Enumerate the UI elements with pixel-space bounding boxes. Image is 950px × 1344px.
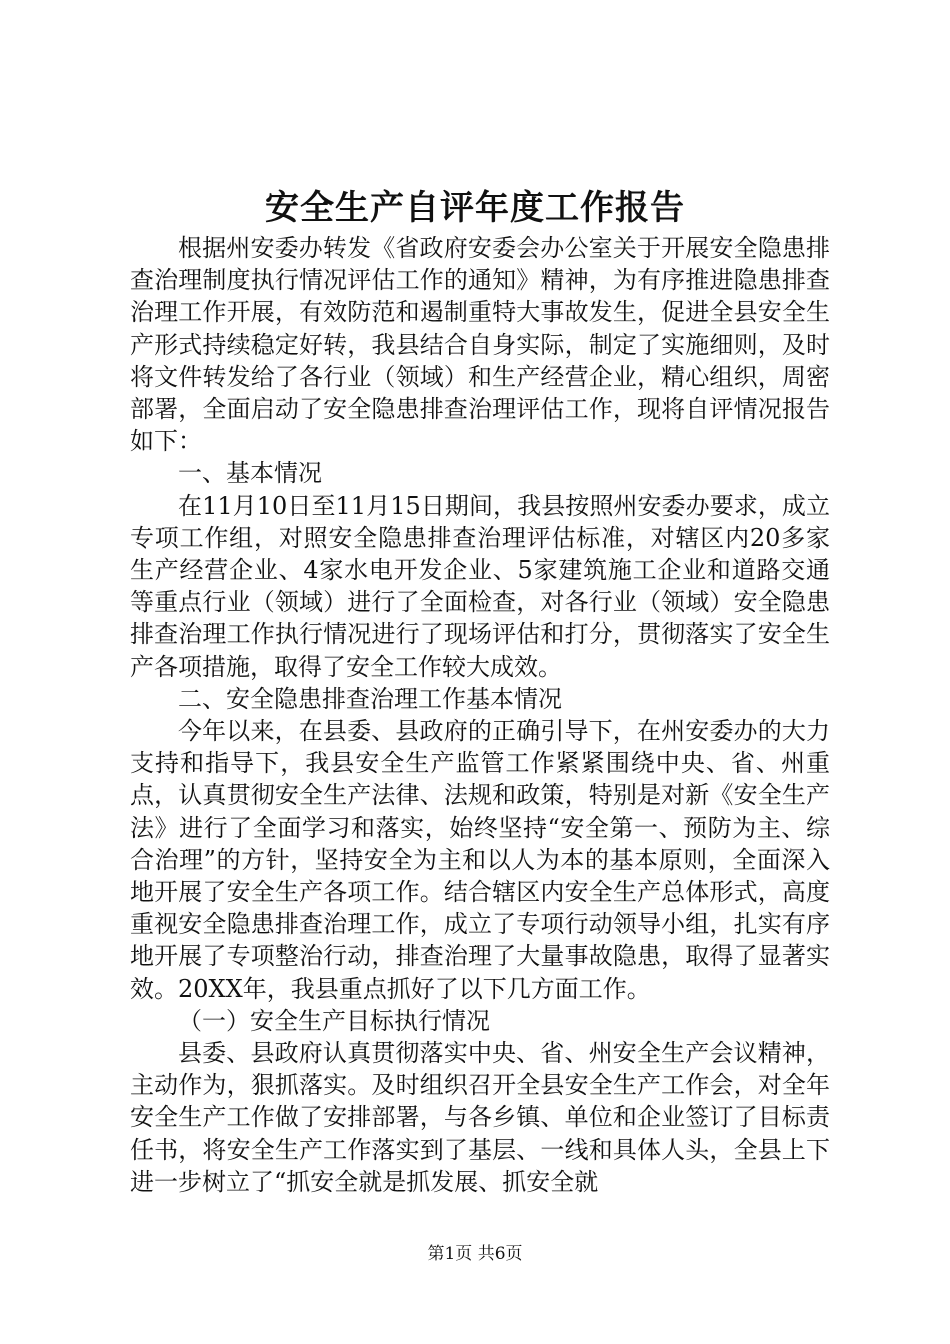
paragraph-target-execution: 县委、县政府认真贯彻落实中央、省、州安全生产会议精神，主动作为，狠抓落实。及时组织召开全县安全生产工作会，对全年安全生产工作做了安排部署，与各乡镇、单位和企业签订了目标责任书，将安全生产工作落实到了基层、一线和具体人头，全县上下进一步树立了“抓安全就是抓发展、抓安全就 <box>130 1039 830 1196</box>
document-body <box>130 232 830 1198</box>
paragraph-basic-situation: 在11月10日至11月15日期间，我县按照州安委办要求，成立专项工作组，对照安全隐患排查治理评估标准，对辖区内20多家生产经营企业、4家水电开发企业、5家建筑施工企业和道路交通等重点行业（领域）进行了全面检查，对各行业（领域）安全隐患排查治理工作执行情况进行了现场评估和打分，贯彻落实了安全生产各项措施，取得了安全工作较大成效。 <box>130 491 830 681</box>
paragraph-hazard-inspection: 今年以来，在县委、县政府的正确引导下，在州安委办的大力支持和指导下，我县安全生产监管工作紧紧围绕中央、省、州重点，认真贯彻安全生产法律、法规和政策，特别是对新《安全生产法》进行了全面学习和落实，始终坚持“安全第一、预防为主、综合治理”的方针，坚持安全为主和以人为本的基本原则，全面深入地开展了安全生产各项工作。结合辖区内安全生产总体形式，高度重视安全隐患排查治理工作，成立了专项行动领导小组，扎实有序地开展了专项整治行动，排查治理了大量事故隐患，取得了显著实效。20XX年，我县重点抓好了以下几方面工作。 <box>130 717 830 1003</box>
paragraph-intro: 根据州安委办转发《省政府安委会办公室关于开展安全隐患排查治理制度执行情况评估工作的通知》精神，为有序推进隐患排查治理工作开展，有效防范和遏制重特大事故发生，促进全县安全生产形式持续稳定好转，我县结合自身实际，制定了实施细则，及时将文件转发给了各行业（领域）和生产经营企业，精心组织，周密部署，全面启动了安全隐患排查治理评估工作，现将自评情况报告如下： <box>130 234 830 456</box>
section-heading-basic-situation: 一、基本情况 <box>178 459 322 488</box>
subsection-heading-target-execution: （一）安全生产目标执行情况 <box>178 1006 490 1035</box>
document-title: 安全生产自评年度工作报告 <box>265 188 685 228</box>
section-heading-hazard-inspection: 二、安全隐患排查治理工作基本情况 <box>178 684 562 713</box>
page-number-footer: 第1页 共6页 <box>427 1244 523 1264</box>
